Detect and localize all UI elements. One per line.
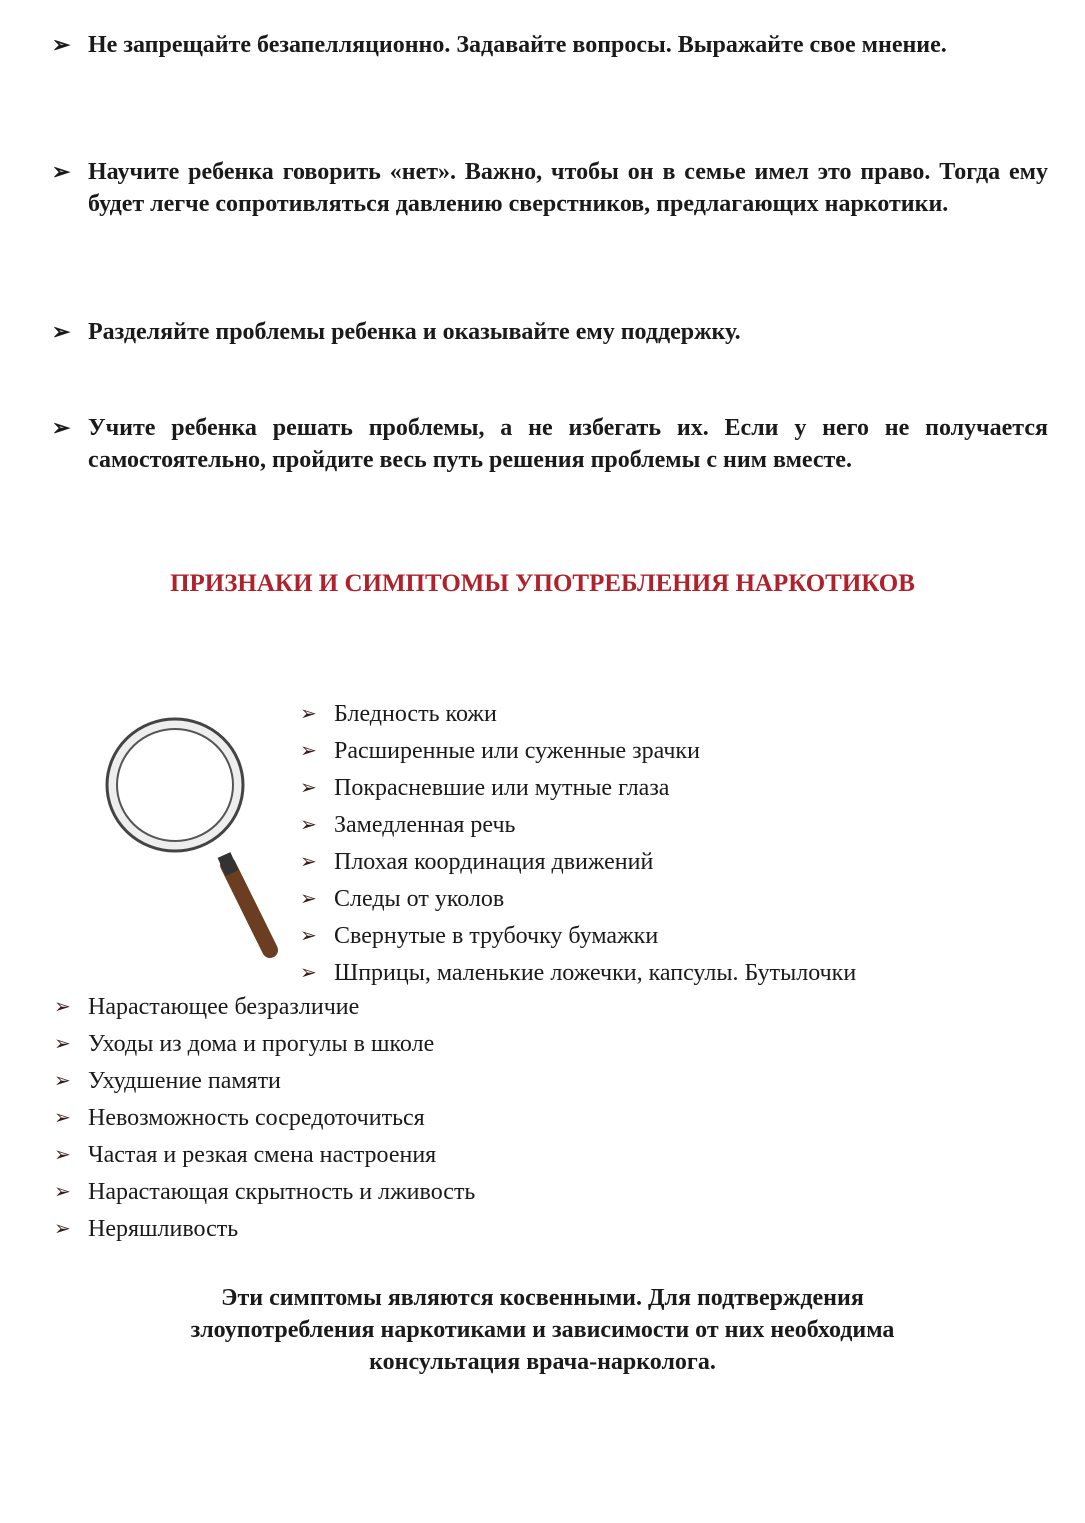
arrow-bullet-icon: ➢ bbox=[54, 1070, 71, 1092]
symptoms-list-a bbox=[300, 696, 856, 992]
arrow-bullet-icon: ➢ bbox=[54, 996, 71, 1018]
symptom-text: Уходы из дома и прогулы в школе bbox=[88, 1031, 435, 1057]
symptom-text: Нарастающее безразличие bbox=[88, 994, 360, 1020]
symptom-text: Следы от уколов bbox=[334, 886, 505, 912]
symptom-item bbox=[54, 1100, 475, 1137]
symptom-text: Расширенные или суженные зрачки bbox=[334, 738, 700, 764]
tip-4: ➢ Учите ребенка решать проблемы, а не избегать их. Если у него не получается самостоятельно, пройдите весь путь решения проблемы с ним вместе. bbox=[88, 412, 1048, 476]
arrow-bullet-icon: ➢ bbox=[54, 1181, 71, 1203]
arrow-bullet-icon: ➢ bbox=[54, 1033, 71, 1055]
arrow-bullet-icon: ➢ bbox=[52, 415, 71, 440]
symptom-text: Плохая координация движений bbox=[334, 849, 654, 875]
symptom-text: Нарастающая скрытность и лживость bbox=[88, 1179, 476, 1205]
symptom-item bbox=[300, 770, 856, 807]
closing-note: Эти симптомы являются косвенными. Для подтверждения злоупотребления наркотиками и зависимости от них необходима консультация врача-нарколога. bbox=[190, 1285, 895, 1375]
symptom-item bbox=[54, 1211, 475, 1248]
symptom-text: Ухудшение памяти bbox=[88, 1068, 281, 1094]
symptom-text: Невозможность сосредоточиться bbox=[88, 1105, 425, 1131]
arrow-bullet-icon: ➢ bbox=[300, 814, 317, 836]
arrow-bullet-icon: ➢ bbox=[52, 32, 71, 57]
arrow-bullet-icon: ➢ bbox=[300, 962, 317, 984]
arrow-bullet-icon: ➢ bbox=[52, 319, 71, 344]
tip-2: ➢ Научите ребенка говорить «нет». Важно, чтобы он в семье имел это право. Тогда ему будет легче сопротивляться давлению сверстников, предлагающих наркотики. bbox=[88, 156, 1048, 220]
symptom-item bbox=[300, 881, 856, 918]
arrow-bullet-icon: ➢ bbox=[54, 1144, 71, 1166]
symptom-text: Шприцы, маленькие ложечки, капсулы. Бутылочки bbox=[334, 960, 857, 986]
arrow-bullet-icon: ➢ bbox=[300, 740, 317, 762]
symptom-text: Неряшливость bbox=[88, 1216, 239, 1242]
arrow-bullet-icon: ➢ bbox=[300, 703, 317, 725]
arrow-bullet-icon: ➢ bbox=[52, 159, 71, 184]
symptom-text: Бледность кожи bbox=[334, 701, 497, 727]
symptom-item bbox=[300, 807, 856, 844]
symptom-item bbox=[54, 1026, 475, 1063]
symptom-item bbox=[54, 1063, 475, 1100]
symptom-text: Покрасневшие или мутные глаза bbox=[334, 775, 670, 801]
symptom-text: Замедленная речь bbox=[334, 812, 516, 838]
tip-1: ➢ Не запрещайте безапелляционно. Задавайте вопросы. Выражайте свое мнение. bbox=[88, 29, 1048, 61]
symptom-item bbox=[300, 844, 856, 881]
symptom-item bbox=[300, 955, 856, 992]
arrow-bullet-icon: ➢ bbox=[300, 925, 317, 947]
arrow-bullet-icon: ➢ bbox=[300, 851, 317, 873]
symptom-text: Частая и резкая смена настроения bbox=[88, 1142, 437, 1168]
symptom-item bbox=[54, 1137, 475, 1174]
symptom-item bbox=[54, 989, 475, 1026]
symptom-item bbox=[300, 696, 856, 733]
magnifying-glass-icon bbox=[100, 715, 290, 965]
arrow-bullet-icon: ➢ bbox=[54, 1218, 71, 1240]
symptoms-list-b bbox=[54, 989, 475, 1248]
arrow-bullet-icon: ➢ bbox=[300, 888, 317, 910]
symptom-text: Свернутые в трубочку бумажки bbox=[334, 923, 659, 949]
arrow-bullet-icon: ➢ bbox=[300, 777, 317, 799]
symptom-item bbox=[300, 733, 856, 770]
tip-3: ➢ Разделяйте проблемы ребенка и оказывайте ему поддержку. bbox=[88, 316, 1048, 348]
symptom-item bbox=[54, 1174, 475, 1211]
section-title: ПРИЗНАКИ И СИМПТОМЫ УПОТРЕБЛЕНИЯ НАРКОТИКОВ bbox=[170, 570, 915, 597]
symptom-item bbox=[300, 918, 856, 955]
arrow-bullet-icon: ➢ bbox=[54, 1107, 71, 1129]
